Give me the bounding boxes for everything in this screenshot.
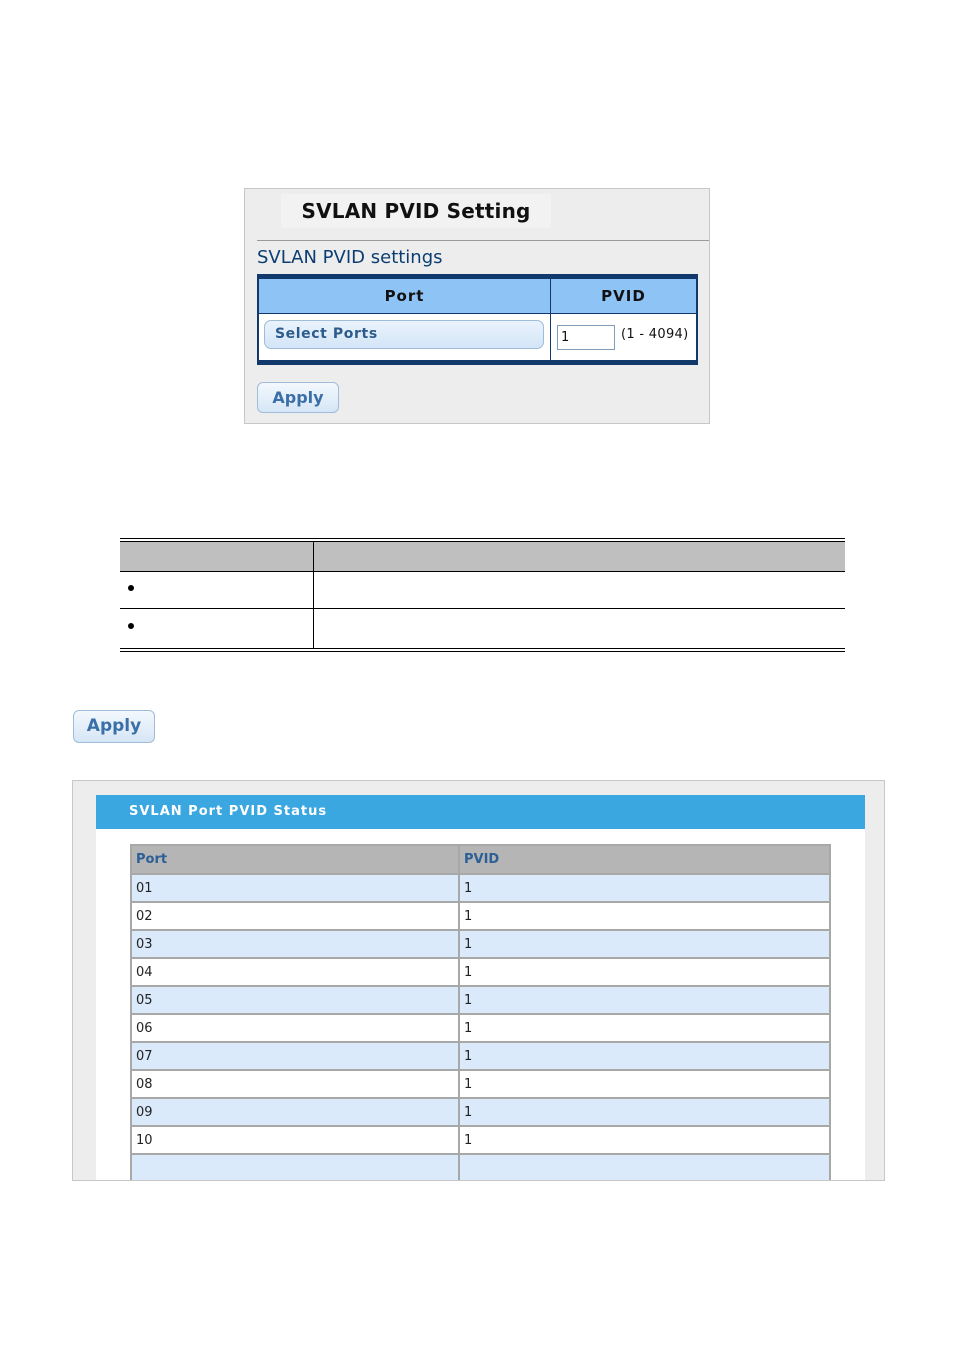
apply-button[interactable]: Apply: [257, 382, 339, 413]
bullet-icon: [128, 623, 134, 629]
port-cell: 04: [131, 958, 459, 986]
port-cell: 08: [131, 1070, 459, 1098]
port-cell: 02: [131, 902, 459, 930]
pvid-cell: 1: [459, 1098, 830, 1126]
table-row: [131, 1154, 830, 1181]
pvid-settings-table: [257, 274, 698, 365]
column-header-port: Port: [131, 845, 459, 874]
row-divider: [120, 571, 845, 572]
table-header-row: [120, 542, 845, 571]
table-row: [131, 958, 830, 986]
table-rule: [120, 648, 845, 649]
status-panel-body: [96, 795, 865, 1181]
svlan-port-pvid-status-panel: [72, 780, 885, 1181]
section-subtitle: SVLAN PVID settings: [257, 247, 443, 268]
table-row: [131, 1126, 830, 1154]
column-separator: [313, 542, 314, 649]
column-header-pvid: PVID: [459, 845, 830, 874]
table-row: [131, 1070, 830, 1098]
column-header-port: Port: [259, 279, 550, 313]
header-divider: [259, 313, 696, 314]
status-panel-header: [96, 795, 865, 829]
port-cell: 10: [131, 1126, 459, 1154]
pvid-cell: [459, 1154, 830, 1181]
table-row: [131, 930, 830, 958]
pvid-cell: 1: [459, 1042, 830, 1070]
pvid-cell: 1: [459, 1070, 830, 1098]
bullet-icon: [128, 585, 134, 591]
panel-title: SVLAN PVID Setting: [301, 199, 531, 223]
pvid-cell: 1: [459, 1014, 830, 1042]
port-cell: 06: [131, 1014, 459, 1042]
pvid-range-hint: (1 - 4094): [621, 327, 689, 342]
pvid-cell: 1: [459, 986, 830, 1014]
table-row: [131, 1042, 830, 1070]
port-cell: 05: [131, 986, 459, 1014]
status-panel-title: SVLAN Port PVID Status: [129, 804, 328, 819]
pvid-cell: 1: [459, 958, 830, 986]
table-rule: [120, 538, 845, 539]
select-ports-button[interactable]: Select Ports: [264, 320, 544, 349]
row-divider: [120, 608, 845, 609]
port-cell: 01: [131, 874, 459, 902]
table-row: [131, 1014, 830, 1042]
pvid-cell: 1: [459, 1126, 830, 1154]
pvid-input[interactable]: [557, 325, 615, 350]
pvid-cell: 1: [459, 930, 830, 958]
table-row: [131, 1098, 830, 1126]
title-divider: [257, 240, 709, 241]
table-rule: [120, 651, 845, 652]
apply-button-illustration[interactable]: Apply: [73, 710, 155, 743]
panel-title-box: [281, 194, 551, 228]
pvid-cell: 1: [459, 902, 830, 930]
column-header-pvid: PVID: [551, 279, 696, 313]
table-row: [131, 874, 830, 902]
port-cell: 03: [131, 930, 459, 958]
column-separator: [550, 279, 551, 361]
port-cell: 07: [131, 1042, 459, 1070]
port-cell: 09: [131, 1098, 459, 1126]
svlan-pvid-setting-panel: [244, 188, 710, 424]
port-cell: [131, 1154, 459, 1181]
description-table: [120, 538, 845, 652]
status-table: [130, 844, 831, 1181]
table-row: [131, 902, 830, 930]
pvid-cell: 1: [459, 874, 830, 902]
table-row: [131, 986, 830, 1014]
status-table-header-row: [131, 845, 830, 874]
